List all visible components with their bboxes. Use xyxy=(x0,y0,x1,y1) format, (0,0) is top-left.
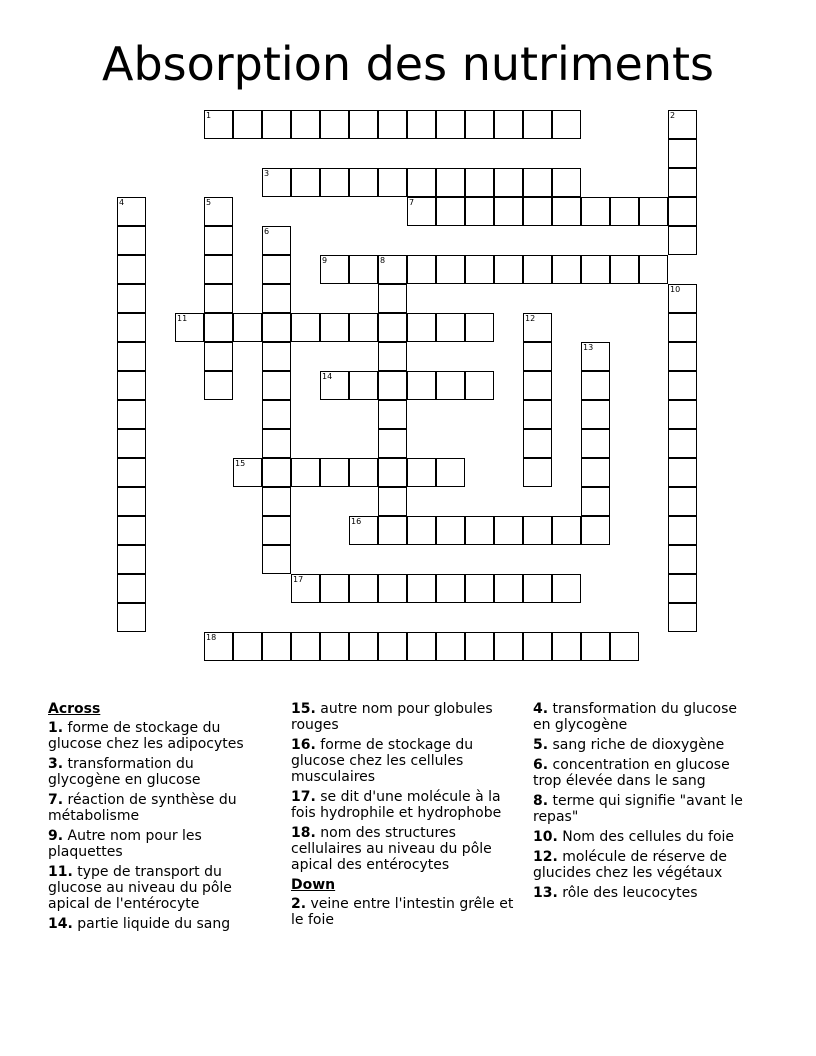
clue-number: 4. xyxy=(533,701,549,717)
grid-cell[interactable] xyxy=(436,458,465,487)
grid-cell[interactable] xyxy=(407,168,436,197)
grid-cell[interactable] xyxy=(610,632,639,661)
clue-number: 9. xyxy=(48,828,64,844)
clue-text: nom des structures cellulaires au niveau du pôle apical des entérocytes xyxy=(291,825,492,873)
grid-cell[interactable] xyxy=(378,458,407,487)
clue-number: 7. xyxy=(48,792,64,808)
grid-cell[interactable] xyxy=(465,255,494,284)
grid-cell[interactable] xyxy=(668,284,697,313)
grid-cell[interactable] xyxy=(320,168,349,197)
cell-number: 8 xyxy=(380,256,386,265)
clue xyxy=(48,864,268,912)
clue-column-2 xyxy=(291,701,523,932)
clue-number: 13. xyxy=(533,885,558,901)
grid-cell[interactable] xyxy=(668,342,697,371)
grid-cell[interactable] xyxy=(204,255,233,284)
cell-number: 1 xyxy=(206,111,212,120)
clue xyxy=(48,828,268,860)
grid-cell[interactable] xyxy=(407,197,436,226)
cell-number: 10 xyxy=(670,285,681,294)
cell-number: 16 xyxy=(351,517,362,526)
clue xyxy=(291,701,523,733)
cell-number: 12 xyxy=(525,314,536,323)
grid-cell[interactable] xyxy=(581,487,610,516)
grid-cell[interactable] xyxy=(378,371,407,400)
grid-cell[interactable] xyxy=(581,342,610,371)
grid-cell[interactable] xyxy=(465,313,494,342)
grid-cell[interactable] xyxy=(262,255,291,284)
clue-text: veine entre l'intestin grêle et le foie xyxy=(291,896,514,928)
grid-cell[interactable] xyxy=(262,342,291,371)
grid-cell[interactable] xyxy=(465,371,494,400)
clue xyxy=(291,737,523,785)
grid-cell[interactable] xyxy=(552,110,581,139)
clue-text: réaction de synthèse du métabolisme xyxy=(48,792,237,824)
grid-cell[interactable] xyxy=(262,168,291,197)
grid-cell[interactable] xyxy=(262,516,291,545)
down-heading: Down xyxy=(291,877,336,893)
grid-cell[interactable] xyxy=(349,313,378,342)
grid-cell[interactable] xyxy=(668,197,697,226)
grid-cell[interactable] xyxy=(436,197,465,226)
grid-cell[interactable] xyxy=(523,574,552,603)
grid-cell[interactable] xyxy=(465,110,494,139)
grid-cell[interactable] xyxy=(407,458,436,487)
cell-number: 2 xyxy=(670,111,676,120)
grid-cell[interactable] xyxy=(465,197,494,226)
grid-cell[interactable] xyxy=(581,197,610,226)
grid-cell[interactable] xyxy=(552,574,581,603)
grid-cell[interactable] xyxy=(262,371,291,400)
grid-cell[interactable] xyxy=(407,110,436,139)
grid-cell[interactable] xyxy=(523,400,552,429)
grid-cell[interactable] xyxy=(523,110,552,139)
grid-cell[interactable] xyxy=(407,516,436,545)
cell-number: 3 xyxy=(264,169,270,178)
clue xyxy=(48,720,268,752)
grid-cell[interactable] xyxy=(320,313,349,342)
grid-cell[interactable] xyxy=(552,516,581,545)
grid-cell[interactable] xyxy=(465,632,494,661)
grid-cell[interactable] xyxy=(581,458,610,487)
grid-cell[interactable] xyxy=(552,168,581,197)
clue xyxy=(291,896,523,928)
clue xyxy=(533,849,758,881)
grid-cell[interactable] xyxy=(117,516,146,545)
clue xyxy=(48,916,268,932)
grid-cell[interactable] xyxy=(523,429,552,458)
clue-text: molécule de réserve de glucides chez les végétaux xyxy=(533,849,728,881)
grid-cell[interactable] xyxy=(204,226,233,255)
grid-cell[interactable] xyxy=(262,632,291,661)
grid-cell[interactable] xyxy=(639,255,668,284)
clue xyxy=(533,701,758,733)
grid-cell[interactable] xyxy=(117,487,146,516)
grid-cell[interactable] xyxy=(291,313,320,342)
grid-cell[interactable] xyxy=(668,371,697,400)
grid-cell[interactable] xyxy=(204,110,233,139)
grid-cell[interactable] xyxy=(320,110,349,139)
grid-cell[interactable] xyxy=(523,632,552,661)
grid-cell[interactable] xyxy=(494,168,523,197)
grid-cell[interactable] xyxy=(204,632,233,661)
grid-cell[interactable] xyxy=(436,255,465,284)
grid-cell[interactable] xyxy=(233,110,262,139)
grid-cell[interactable] xyxy=(436,313,465,342)
grid-cell[interactable] xyxy=(349,110,378,139)
grid-cell[interactable] xyxy=(378,516,407,545)
grid-cell[interactable] xyxy=(378,400,407,429)
across-clues xyxy=(48,720,268,932)
grid-cell[interactable] xyxy=(117,313,146,342)
clue-text: sang riche de dioxygène xyxy=(548,737,725,753)
grid-cell[interactable] xyxy=(320,632,349,661)
grid-cell[interactable] xyxy=(668,226,697,255)
clue xyxy=(533,757,758,789)
grid-cell[interactable] xyxy=(668,545,697,574)
grid-cell[interactable] xyxy=(291,458,320,487)
grid-cell[interactable] xyxy=(581,371,610,400)
puzzle-title: Absorption des nutriments xyxy=(101,37,714,91)
grid-cell[interactable] xyxy=(291,574,320,603)
down-clues xyxy=(291,896,523,928)
grid-cell[interactable] xyxy=(117,371,146,400)
grid-cell[interactable] xyxy=(262,400,291,429)
grid-cell[interactable] xyxy=(378,284,407,313)
grid-cell[interactable] xyxy=(378,487,407,516)
grid-cell[interactable] xyxy=(204,197,233,226)
clue xyxy=(533,793,758,825)
cell-number: 9 xyxy=(322,256,328,265)
grid-cell[interactable] xyxy=(668,429,697,458)
grid-cell[interactable] xyxy=(378,313,407,342)
grid-cell[interactable] xyxy=(581,516,610,545)
grid-cell[interactable] xyxy=(465,516,494,545)
clue-text: Nom des cellules du foie xyxy=(557,829,735,845)
grid-cell[interactable] xyxy=(117,342,146,371)
grid-cell[interactable] xyxy=(262,226,291,255)
clue xyxy=(48,756,268,788)
clue-number: 10. xyxy=(533,829,558,845)
grid-cell[interactable] xyxy=(320,574,349,603)
clue-number: 2. xyxy=(291,896,307,912)
grid-cell[interactable] xyxy=(552,255,581,284)
grid-cell[interactable] xyxy=(378,632,407,661)
grid-cell[interactable] xyxy=(523,371,552,400)
grid-cell[interactable] xyxy=(204,371,233,400)
grid-cell[interactable] xyxy=(523,255,552,284)
grid-cell[interactable] xyxy=(349,371,378,400)
grid-cell[interactable] xyxy=(349,574,378,603)
clue-number: 15. xyxy=(291,701,316,717)
clue xyxy=(291,825,523,873)
clue-column-1 xyxy=(48,701,268,936)
grid-cell[interactable] xyxy=(262,429,291,458)
across-clues-continued xyxy=(291,701,523,873)
cell-number: 7 xyxy=(409,198,415,207)
grid-cell[interactable] xyxy=(262,545,291,574)
grid-cell[interactable] xyxy=(378,168,407,197)
grid-cell[interactable] xyxy=(262,313,291,342)
grid-cell[interactable] xyxy=(262,284,291,313)
grid-cell[interactable] xyxy=(436,574,465,603)
grid-cell[interactable] xyxy=(436,168,465,197)
grid-cell[interactable] xyxy=(436,516,465,545)
clue-number: 1. xyxy=(48,720,64,736)
grid-cell[interactable] xyxy=(291,632,320,661)
grid-cell[interactable] xyxy=(349,458,378,487)
grid-cell[interactable] xyxy=(378,429,407,458)
grid-cell[interactable] xyxy=(378,574,407,603)
grid-cell[interactable] xyxy=(117,226,146,255)
grid-cell[interactable] xyxy=(378,342,407,371)
grid-cell[interactable] xyxy=(465,168,494,197)
grid-cell[interactable] xyxy=(262,110,291,139)
grid-cell[interactable] xyxy=(349,255,378,284)
grid-cell[interactable] xyxy=(262,487,291,516)
grid-cell[interactable] xyxy=(494,110,523,139)
clue xyxy=(48,792,268,824)
down-clues-continued xyxy=(533,701,758,901)
grid-cell[interactable] xyxy=(407,371,436,400)
grid-cell[interactable] xyxy=(494,516,523,545)
grid-cell[interactable] xyxy=(668,168,697,197)
clue-number: 11. xyxy=(48,864,73,880)
cell-number: 13 xyxy=(583,343,594,352)
grid-cell[interactable] xyxy=(204,313,233,342)
grid-cell[interactable] xyxy=(610,197,639,226)
grid-cell[interactable] xyxy=(349,516,378,545)
grid-cell[interactable] xyxy=(639,197,668,226)
clue xyxy=(291,789,523,821)
grid-cell[interactable] xyxy=(668,603,697,632)
grid-cell[interactable] xyxy=(175,313,204,342)
grid-cell[interactable] xyxy=(523,458,552,487)
grid-cell[interactable] xyxy=(262,458,291,487)
grid-cell[interactable] xyxy=(668,400,697,429)
cell-number: 14 xyxy=(322,372,333,381)
grid-cell[interactable] xyxy=(668,313,697,342)
grid-cell[interactable] xyxy=(291,110,320,139)
grid-cell[interactable] xyxy=(552,197,581,226)
cell-number: 18 xyxy=(206,633,217,642)
clue-number: 6. xyxy=(533,757,549,773)
grid-cell[interactable] xyxy=(407,632,436,661)
grid-cell[interactable] xyxy=(117,197,146,226)
grid-cell[interactable] xyxy=(494,255,523,284)
clue-column-3 xyxy=(533,701,758,905)
grid-cell[interactable] xyxy=(233,632,262,661)
grid-cell[interactable] xyxy=(291,168,320,197)
clue-number: 14. xyxy=(48,916,73,932)
grid-cell[interactable] xyxy=(436,632,465,661)
grid-cell[interactable] xyxy=(407,574,436,603)
grid-cell[interactable] xyxy=(494,197,523,226)
clue-text: type de transport du glucose au niveau du pôle apical de l'entérocyte xyxy=(48,864,232,912)
grid-cell[interactable] xyxy=(610,255,639,284)
grid-cell[interactable] xyxy=(378,255,407,284)
grid-cell[interactable] xyxy=(436,371,465,400)
grid-cell[interactable] xyxy=(349,632,378,661)
grid-cell[interactable] xyxy=(117,429,146,458)
clue xyxy=(533,885,758,901)
clue-text: Autre nom pour les plaquettes xyxy=(48,828,202,860)
clue xyxy=(533,737,758,753)
grid-cell[interactable] xyxy=(523,313,552,342)
grid-cell[interactable] xyxy=(233,313,262,342)
grid-cell[interactable] xyxy=(407,255,436,284)
clue-text: concentration en glucose trop élevée dans le sang xyxy=(533,757,730,789)
clue-text: partie liquide du sang xyxy=(72,916,231,932)
cell-number: 6 xyxy=(264,227,270,236)
clue-text: autre nom pour globules rouges xyxy=(291,701,493,733)
grid-cell[interactable] xyxy=(117,284,146,313)
grid-cell[interactable] xyxy=(523,516,552,545)
grid-cell[interactable] xyxy=(233,458,262,487)
grid-cell[interactable] xyxy=(581,400,610,429)
cell-number: 4 xyxy=(119,198,125,207)
grid-cell[interactable] xyxy=(117,574,146,603)
clue-text: rôle des leucocytes xyxy=(557,885,698,901)
grid-cell[interactable] xyxy=(117,255,146,284)
grid-cell[interactable] xyxy=(349,168,378,197)
clue-text: se dit d'une molécule à la fois hydrophile et hydrophobe xyxy=(291,789,502,821)
grid-cell[interactable] xyxy=(436,110,465,139)
grid-cell[interactable] xyxy=(117,400,146,429)
clue-number: 5. xyxy=(533,737,549,753)
grid-cell[interactable] xyxy=(668,458,697,487)
grid-cell[interactable] xyxy=(668,139,697,168)
clue-text: forme de stockage du glucose chez les adipocytes xyxy=(48,720,244,752)
clue-number: 17. xyxy=(291,789,316,805)
clue-list xyxy=(48,701,768,961)
cell-number: 5 xyxy=(206,198,212,207)
grid-cell[interactable] xyxy=(204,284,233,313)
grid-cell[interactable] xyxy=(117,545,146,574)
clue-number: 8. xyxy=(533,793,549,809)
grid-cell[interactable] xyxy=(407,313,436,342)
grid-cell[interactable] xyxy=(465,574,494,603)
cell-number: 17 xyxy=(293,575,304,584)
grid-cell[interactable] xyxy=(523,197,552,226)
grid-cell[interactable] xyxy=(117,603,146,632)
grid-cell[interactable] xyxy=(552,632,581,661)
grid-cell[interactable] xyxy=(581,429,610,458)
clue-number: 3. xyxy=(48,756,64,772)
grid-cell[interactable] xyxy=(581,632,610,661)
across-heading: Across xyxy=(48,701,101,717)
clue-number: 12. xyxy=(533,849,558,865)
grid-cell[interactable] xyxy=(494,632,523,661)
grid-cell[interactable] xyxy=(668,516,697,545)
grid-cell[interactable] xyxy=(523,342,552,371)
clue-text: forme de stockage du glucose chez les cellules musculaires xyxy=(291,737,474,785)
clue-text: transformation du glucose en glycogène xyxy=(533,701,738,733)
clue-number: 16. xyxy=(291,737,316,753)
clue xyxy=(533,829,758,845)
clue-text: terme qui signifie "avant le repas" xyxy=(533,793,743,825)
grid-cell[interactable] xyxy=(581,255,610,284)
cell-number: 15 xyxy=(235,459,246,468)
grid-cell[interactable] xyxy=(320,371,349,400)
grid-cell[interactable] xyxy=(523,168,552,197)
grid-cell[interactable] xyxy=(668,487,697,516)
grid-cell[interactable] xyxy=(117,458,146,487)
cell-number: 11 xyxy=(177,314,188,323)
clue-number: 18. xyxy=(291,825,316,841)
grid-cell[interactable] xyxy=(668,574,697,603)
grid-cell[interactable] xyxy=(494,574,523,603)
grid-cell[interactable] xyxy=(204,342,233,371)
grid-cell[interactable] xyxy=(378,110,407,139)
clue-text: transformation du glycogène en glucose xyxy=(48,756,201,788)
grid-cell[interactable] xyxy=(668,110,697,139)
grid-cell[interactable] xyxy=(320,458,349,487)
grid-cell[interactable] xyxy=(320,255,349,284)
